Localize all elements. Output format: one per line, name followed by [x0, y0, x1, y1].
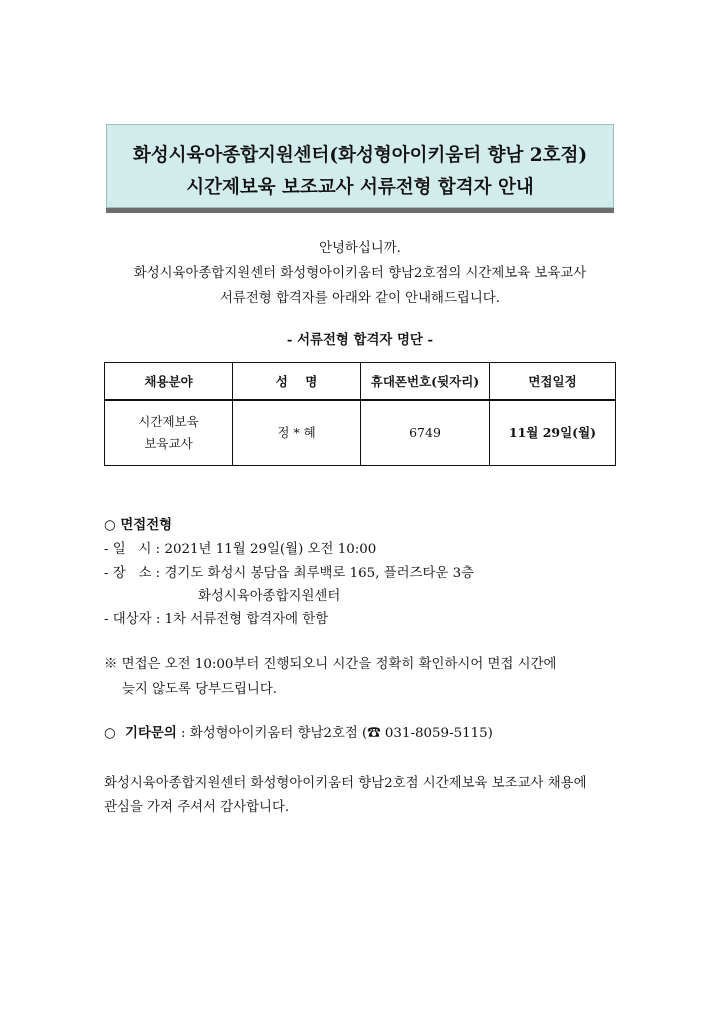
- column-header: 성 명: [233, 363, 361, 401]
- cell-phone: 6749: [361, 400, 490, 466]
- cell-date: 11월 29일(월): [490, 400, 616, 466]
- contact-line: [104, 722, 493, 741]
- contact-text: : 화성형아이키움터 향남2호점 (☎ 031-8059-5115): [176, 726, 493, 741]
- closing-line: 관심을 가져 주셔서 감사합니다.: [104, 800, 290, 815]
- title-shadow-bar: [106, 208, 614, 213]
- interview-place: - 장 소 : 경기도 화성시 봉담읍 최루백로 165, 플러즈타운 3층: [104, 566, 475, 581]
- document-title-line2: 시간제보육 보조교사 서류전형 합격자 안내: [186, 177, 534, 198]
- column-header: 면접일정: [490, 363, 616, 401]
- interview-date: - 일 시 : 2021년 11월 29일(월) 오전 10:00: [104, 542, 377, 557]
- cell-field: [105, 400, 233, 466]
- closing-line: 화성시육아종합지원센터 화성형아이키움터 향남2호점 시간제보육 보조교사 채용에: [104, 776, 587, 791]
- interview-heading: ○ 면접전형: [104, 517, 173, 533]
- title-box: [106, 124, 614, 208]
- notice-line: 늦지 않도록 당부드립니다.: [122, 682, 278, 697]
- column-header: 휴대폰번호(뒷자리): [361, 363, 490, 401]
- intro-line: 화성시육아종합지원센터 화성형아이키움터 향남2호점의 시간제보육 보육교사: [133, 266, 587, 281]
- interview-place-detail: 화성시육아종합지원센터: [198, 589, 341, 604]
- interview-target: - 대상자 : 1차 서류전형 합격자에 한함: [104, 612, 329, 627]
- greeting: 안녕하십니까.: [319, 241, 401, 256]
- table-row: [105, 400, 616, 466]
- list-title: - 서류전형 합격자 명단 -: [286, 332, 434, 348]
- notice-line: ※ 면접은 오전 10:00부터 진행되오니 시간을 정확히 확인하시어 면접 시간에: [104, 657, 557, 672]
- result-table: [104, 362, 616, 466]
- column-header: 채용분야: [105, 363, 233, 401]
- cell-field-line: 시간제보육: [138, 414, 199, 429]
- cell-field-line: 보육교사: [144, 436, 193, 451]
- cell-name: 정 * 혜: [233, 400, 361, 466]
- intro-line: 서류전형 합격자를 아래와 같이 안내해드립니다.: [220, 291, 500, 306]
- contact-label: ○ 기타문의: [104, 725, 177, 741]
- table-header-row: [105, 363, 616, 401]
- document-title-line1: 화성시육아종합지원센터(화성형아이키움터 향남 2호점): [132, 145, 588, 166]
